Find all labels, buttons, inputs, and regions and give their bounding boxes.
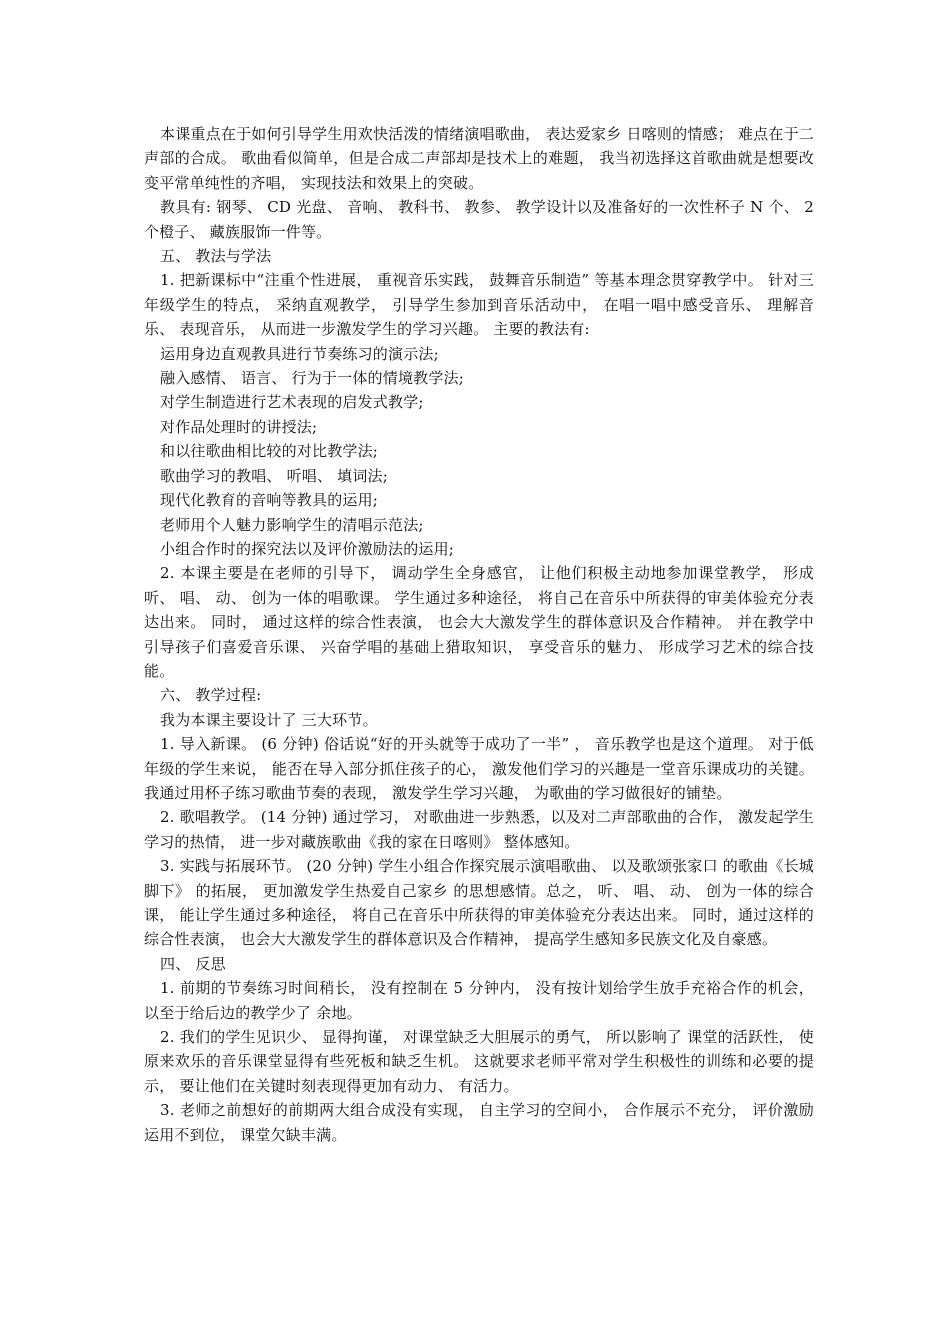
method-list-item: 老师用个人魅力影响学生的清唱示范法; — [160, 515, 424, 534]
method-list-item: 融入感情、 语言、 行为于一体的情境教学法; — [160, 369, 464, 388]
paragraph-process-2: 2. 歌唱教学。 (14 分钟) 通过学习， 对歌曲进一步熟悉，以及对二声部歌曲的合作， 激发起学生学习的热情， 进一步对藏族歌曲《我的家在日喀则》 整体感知。 — [144, 808, 814, 851]
section-heading-reflection: 四、 反思 — [160, 954, 226, 973]
paragraph-reflection-2: 2. 我们的学生见识少、 显得拘谨， 对课堂缺乏大胆展示的勇气， 所以影响了 课堂的活跃性， 使原来欢乐的音乐课堂显得有些死板和缺乏生机。 这就要求老师平常对学生积极性的训练和必要的提示， 要让他们在关键时刻表现得更加有动力、 有活力。 — [144, 1028, 814, 1095]
process-intro: 我为本课主要设计了 三大环节。 — [160, 710, 378, 729]
paragraph-key-points: 本课重点在于如何引导学生用欢快活泼的情绪演唱歌曲， 表达爱家乡 日喀则的情感； 难点在于二声部的合成。 歌曲看似简单，但是合成二声部却是技术上的难题， 我当初选择这首歌曲就是想要改变平常单纯性的齐唱， 实现技法和效果上的突破。 — [144, 125, 814, 192]
method-list-item: 运用身边直观教具进行节奏练习的演示法; — [160, 344, 439, 363]
method-list-item: 和以往歌曲相比较的对比教学法; — [160, 442, 379, 461]
method-list-item: 歌曲学习的教唱、 听唱、 填词法; — [160, 466, 388, 485]
paragraph-reflection-3: 3. 老师之前想好的前期两大组合成没有实现， 自主学习的空间小， 合作展示不充分， 评价激励运用不到位， 课堂欠缺丰满。 — [144, 1101, 814, 1144]
paragraph-methods-2: 2. 本课主要是在老师的引导下， 调动学生全身感官， 让他们积极主动地参加课堂教学， 形成听、 唱、 动、 创为一体的唱歌课。 学生通过多种途径， 将自己在音乐中所获得的审美体验充分表达出来。 同时， 通过这样的综合性表演， 也会大大激发学生的群体意识及合作精神。 并在教学中引导孩子们喜爱音乐课、 兴奋学唱的基础上猎取知识， 享受音乐的魅力、 形成学习艺术的综合技能。 — [144, 564, 814, 680]
method-list-item: 对作品处理时的讲授法; — [160, 417, 318, 436]
paragraph-process-3: 3. 实践与拓展环节。 (20 分钟) 学生小组合作探究展示演唱歌曲、 以及歌颂张家口 的歌曲《长城脚下》 的拓展， 更加激发学生热爱自己家乡 的思想感情。总之， 听、 唱、 动、 创为一体的综合课， 能让学生通过多种途径， 将自己在音乐中所获得的审美体验充分表达出来。 同时，通过这样的综合性表演， 也会大大激发学生的群体意识及合作精神， 提高学生感知多民族文化及自豪感。 — [144, 857, 814, 949]
method-list-item: 小组合作时的探究法以及评价激励法的运用; — [160, 539, 455, 558]
method-list-item: 现代化教育的音响等教具的运用; — [160, 491, 379, 510]
paragraph-methods-1: 1. 把新课标中“注重个性进展， 重视音乐实践， 鼓舞音乐制造” 等基本理念贯穿教学中。 针对三年级学生的特点， 采纳直观教学， 引导学生参加到音乐活动中， 在唱一唱中感受音乐、 理解音乐、 表现音乐， 从而进一步激发学生的学习兴趣。 主要的教法有: — [144, 271, 814, 339]
paragraph-teaching-aids: 教具有: 钢琴、 CD 光盘、 音响、 教科书、 教参、 教学设计以及准备好的一次性杯子 N 个、 2 个橙子、 藏族服饰一件等。 — [144, 198, 814, 241]
paragraph-reflection-1: 1. 前期的节奏练习时间稍长， 没有控制在 5 分钟内， 没有按计划给学生放手充裕合作的机会， 以至于给后边的教学少了 余地。 — [144, 979, 814, 1022]
paragraph-process-1: 1. 导入新课。 (6 分钟) 俗话说“好的开头就等于成功了一半” ， 音乐教学也是这个道理。 对于低年级的学生来说， 能否在导入部分抓住孩子的心， 激发他们学习的兴趣是一堂音乐课成功的关键。 我通过用杯子练习歌曲节奏的表现， 激发学生学习兴趣， 为歌曲的学习做很好的铺垫。 — [144, 735, 814, 802]
method-list-item: 对学生制造进行艺术表现的启发式教学; — [160, 393, 424, 412]
document-body — [144, 122, 814, 1147]
section-heading-methods: 五、 教法与学法 — [160, 247, 272, 266]
section-heading-process: 六、 教学过程: — [160, 686, 262, 705]
